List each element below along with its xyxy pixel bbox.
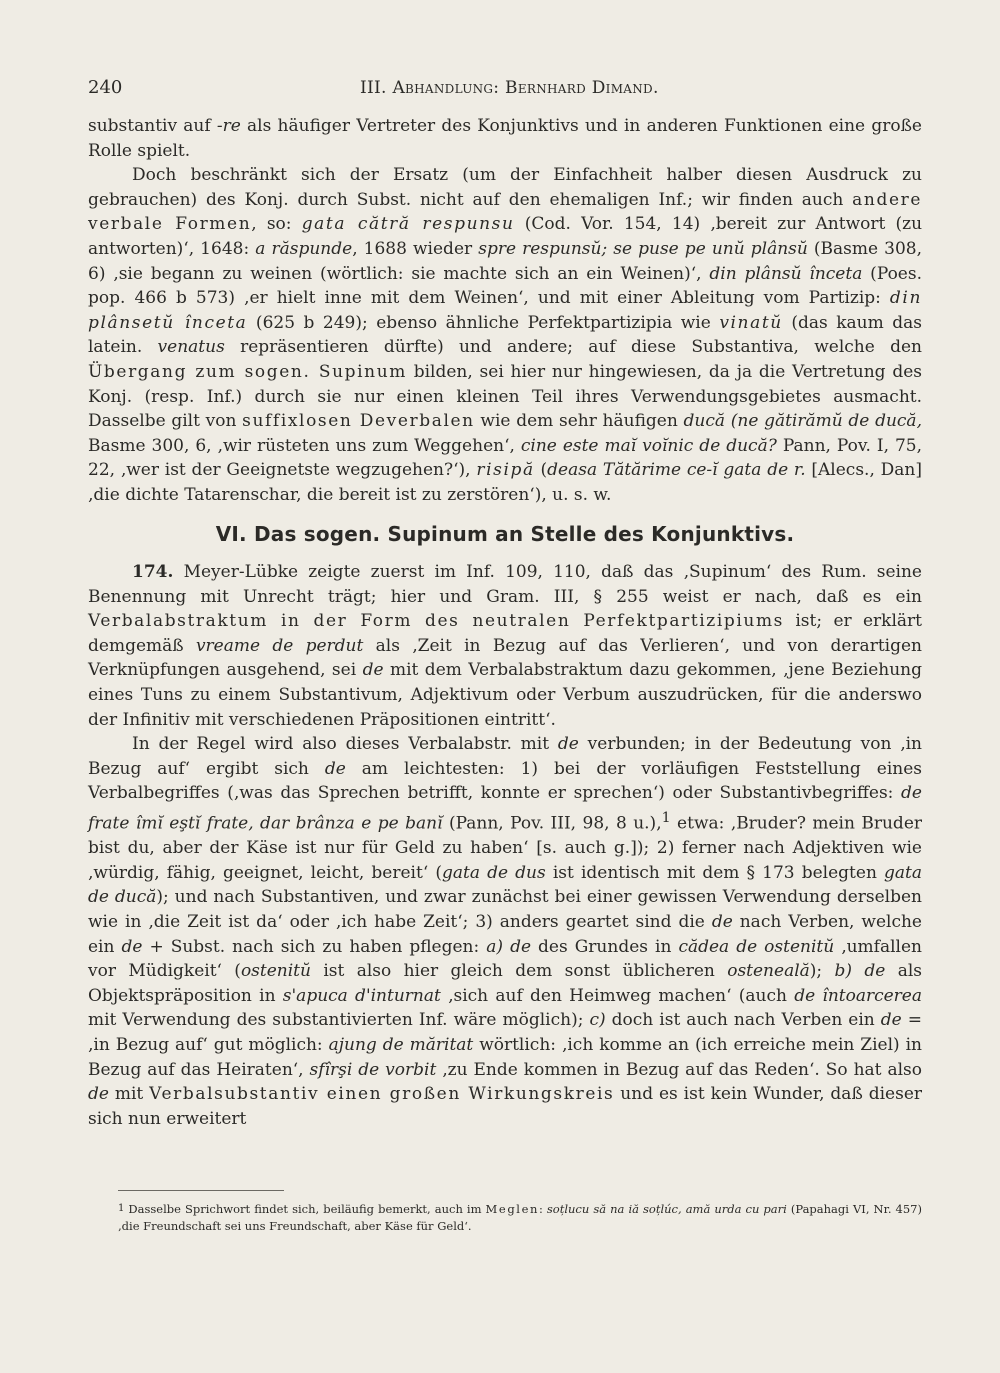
text-run: ( xyxy=(534,460,548,481)
spaced-run: Übergang zum sogen. Supinum xyxy=(88,361,407,382)
text-run: (Pann, Pov. III, 98, 8 u.), xyxy=(442,813,662,834)
text-run: (Cod. Vor. 154, 14) ‚bereit zur Antwort (zu antworten)‘, 1648: xyxy=(88,214,923,259)
section-heading: VI. Das sogen. Supinum an Stelle des Konjunktivs. xyxy=(215,521,795,546)
italic-run: de xyxy=(362,660,384,681)
text-run: substantiv auf xyxy=(88,116,217,136)
text-run: als häufiger Vertreter des Konjunktivs und in anderen Funktionen eine große Rolle spielt. xyxy=(88,116,922,161)
running-head: III. Abhandlung: Bernhard Dimand. xyxy=(360,78,659,98)
italic-run: sfîrşi de vorbit xyxy=(309,1059,437,1080)
text-run: (625 b 249); ebenso ähnliche Perfektpartizipia wie xyxy=(247,312,720,333)
text-run: (das kaum das latein. xyxy=(88,312,922,358)
italic-run: ostenitŭ xyxy=(240,961,311,982)
italic-run: b) xyxy=(834,961,853,982)
italic-run: de xyxy=(880,1010,902,1031)
text-run: nach Verben, welche ein xyxy=(88,912,922,957)
text-run xyxy=(852,961,864,981)
text-run: ‚zu Ende kommen in Bezug auf das Reden‘. So hat also xyxy=(436,1059,922,1080)
italic-run: venatus xyxy=(157,337,225,358)
text-run: ist also hier gleich dem sonst üblicheren xyxy=(310,961,728,982)
footnote-reference[interactable]: 1 xyxy=(661,810,671,827)
italic-run: din plânsetŭ înceta xyxy=(88,288,922,333)
footnote xyxy=(118,1200,922,1235)
text-run: doch ist auch nach Verben ein xyxy=(605,1010,881,1031)
text-run: und es ist kein Wunder, daß dieser sich nun erweitert xyxy=(88,1084,923,1129)
text-run: etwa: ‚Bruder? mein Bruder bist du, aber der Käse ist nur für Geld zu haben‘ [s. auch g.]); 2) ferner nach Adjektiven wie ‚würdig, fähig, geeignet, leicht, bereit‘ ( xyxy=(88,813,923,883)
paragraph-number: 174. xyxy=(132,562,174,583)
text-run: mit Verwendung des substantivierten Inf. wäre möglich); xyxy=(88,1010,590,1031)
italic-run: vinatŭ xyxy=(719,312,783,333)
footnote-marker: 1 xyxy=(118,1203,125,1214)
text-run: = ‚in Bezug auf‘ gut möglich: xyxy=(88,1010,922,1056)
italic-run: vreame de perdut xyxy=(195,635,364,656)
italic-run: de xyxy=(510,936,532,957)
text-run: Dasselbe Sprichwort findet sich, beiläufig bemerkt, auch im xyxy=(124,1202,486,1216)
footnote-divider xyxy=(118,1190,284,1191)
spaced-run: andere verbale Formen xyxy=(88,189,922,235)
text-run: In der Regel wird also dieses Verbalabstr. mit xyxy=(132,734,558,755)
text-run: als ‚Zeit in Bezug auf das Verlieren‘, und von derartigen Verknüpfungen ausgehend, sei xyxy=(88,635,922,681)
italic-run: cădea de ostenitŭ xyxy=(678,936,835,957)
text-run: des Grundes in xyxy=(531,936,679,957)
italic-run: de xyxy=(557,734,579,755)
text-run: : xyxy=(538,1202,547,1216)
italic-run: de frate îmĭ eştĭ frate, dar brânza e pe banĭ xyxy=(88,783,922,834)
italic-run: ajung de măritat xyxy=(328,1035,474,1056)
text-run: ‚sich auf den Heimweg machen‘ (auch xyxy=(440,985,795,1006)
italic-run: deasa Tătărime ce-ĭ gata de r. xyxy=(547,460,806,481)
text-run: verbunden; in der Bedeutung von ‚in Bezug auf‘ ergibt sich xyxy=(88,734,923,779)
text-run: ); xyxy=(809,961,835,982)
italic-run: de xyxy=(88,1084,109,1105)
italic-run: a) xyxy=(486,936,504,957)
text-run: + Subst. nach sich zu haben pflegen: xyxy=(142,936,487,957)
text-run: ist identisch mit dem § 173 belegten xyxy=(545,862,885,883)
italic-run: spre respunsŭ; se puse pe unŭ plânsŭ xyxy=(478,238,808,259)
text-run: Basme 300, 6, ‚wir rüsteten uns zum Weggehen‘, xyxy=(88,435,521,456)
spaced-run: suffixlosen Deverbalen xyxy=(242,411,475,432)
text-run: mit dem Verbalabstraktum dazu gekommen, ‚jene Beziehung eines Tuns zu einem Substantivum, Adjektivum oder Verbum auszudrücken, für die anderswo der Infinitiv mit verschiedenen Präpositionen eintritt‘. xyxy=(88,660,922,730)
italic-run: gata de ducă xyxy=(88,862,923,908)
text-run: Meyer-Lübke zeigte zuerst im Inf. 109, 110, daß das ‚Supinum‘ des Rum. seine Benennung mit Unrecht trägt; hier und Gram. III, § 255 weist er nach, daß es ein xyxy=(88,562,922,607)
text-run: als Objektspräposition in xyxy=(88,961,923,1006)
text-run: mit xyxy=(108,1084,150,1105)
italic-run: s'apuca d'inturnat xyxy=(282,985,441,1006)
text-run: Pann, Pov. I, 75, 22, ‚wer ist der Geeignetste wegzugehen?‘), xyxy=(88,435,922,481)
text-run: (Papahagi VI, Nr. 457) ‚die Freundschaft sei uns Freundschaft, aber Käse für Geld‘. xyxy=(118,1202,922,1233)
italic-run: de xyxy=(864,961,886,982)
italic-run: ducă (ne gătirămŭ de ducă, xyxy=(683,411,922,432)
text-run: , so: xyxy=(251,214,302,235)
page-header xyxy=(88,77,922,105)
paragraph-ersatz xyxy=(88,163,922,507)
text-run xyxy=(503,937,510,957)
italic-run: risipă xyxy=(476,460,535,481)
text-run: repräsentieren dürfte) und andere; auf diese Substantiva, welche den xyxy=(224,337,922,358)
text-run: wie dem sehr häufigen xyxy=(474,411,684,432)
italic-run: gata cătră respunsu xyxy=(301,214,515,235)
text-run: (Poes. pop. 466 b 573) ‚er hielt inne mit dem Weinen‘, und mit einer Ableitung vom Partizip: xyxy=(88,263,922,309)
text-run: ist; er erklärt demgemäß xyxy=(88,611,923,656)
text-run: bilden, sei hier nur hingewiesen, da ja die Vertretung des Konj. (resp. Inf.) durch sie nur einen kleinen Teil ihres Verwendungsgebietes ausmacht. Dasselbe gilt von xyxy=(88,361,922,432)
italic-run: cine este maĭ voĭnic de ducă? xyxy=(520,435,777,456)
text-run: Doch beschränkt sich der Ersatz (um der Einfachheit halber diesen Ausdruck zu gebrauchen) des Konj. durch Subst. nicht auf den ehemaligen Inf.; wir finden auch xyxy=(88,165,922,210)
italic-run: de xyxy=(121,936,143,957)
italic-run: c) xyxy=(589,1010,606,1031)
italic-run: soțlucu să na iă soțlúc, amă urda cu pari xyxy=(546,1202,787,1216)
italic-run: de xyxy=(711,912,733,933)
text-run: (Basme 308, 6) ‚sie begann zu weinen (wörtlich: sie machte sich an ein Weinen)‘, xyxy=(88,238,923,284)
paragraph-174 xyxy=(88,560,922,732)
italic-run: de xyxy=(324,758,346,779)
italic-run: din plânsŭ înceta xyxy=(709,263,863,284)
paragraph-regel xyxy=(88,732,922,1131)
text-run: wörtlich: ‚ich komme an (ich erreiche mein Ziel) in Bezug auf das Heiraten‘, xyxy=(88,1035,922,1080)
spaced-run: Meglen xyxy=(485,1202,539,1216)
page-number: 240 xyxy=(88,77,123,98)
italic-run: a răspunde xyxy=(255,238,353,259)
text-run: ‚umfallen vor Müdigkeit‘ ( xyxy=(88,936,922,982)
text-run: ); und nach Substantiven, und zwar zunächst bei einer gewissen Verwendung derselben wie in ‚die Zeit ist da‘ oder ‚ich habe Zeit‘; 3) anders geartet sind die xyxy=(88,887,923,933)
paragraph-continuation xyxy=(88,114,922,163)
italic-run: osteneală xyxy=(727,961,810,982)
text-run: , 1688 wieder xyxy=(352,238,479,259)
italic-run: -re xyxy=(216,116,241,136)
text-run: [Alecs., Dan] ‚die dichte Tatarenschar, die bereit ist zu zerstören‘), u. s. w. xyxy=(88,460,922,505)
text-run: am leichtesten: 1) bei der vorläufigen Feststellung eines Verbalbegriffes (‚was das Sprechen betrifft, konnte er sprechen‘) oder Substantivbegriffes: xyxy=(88,758,923,804)
body-text xyxy=(88,114,922,1131)
italic-run: gata de dus xyxy=(441,862,546,883)
spaced-run: Verbalsubstantiv einen großen Wirkungskreis xyxy=(149,1084,615,1105)
spaced-run: Verbalabstraktum in der Form des neutralen Perfektpartizipiums xyxy=(88,611,784,632)
italic-run: de întoarcerea xyxy=(794,985,923,1006)
